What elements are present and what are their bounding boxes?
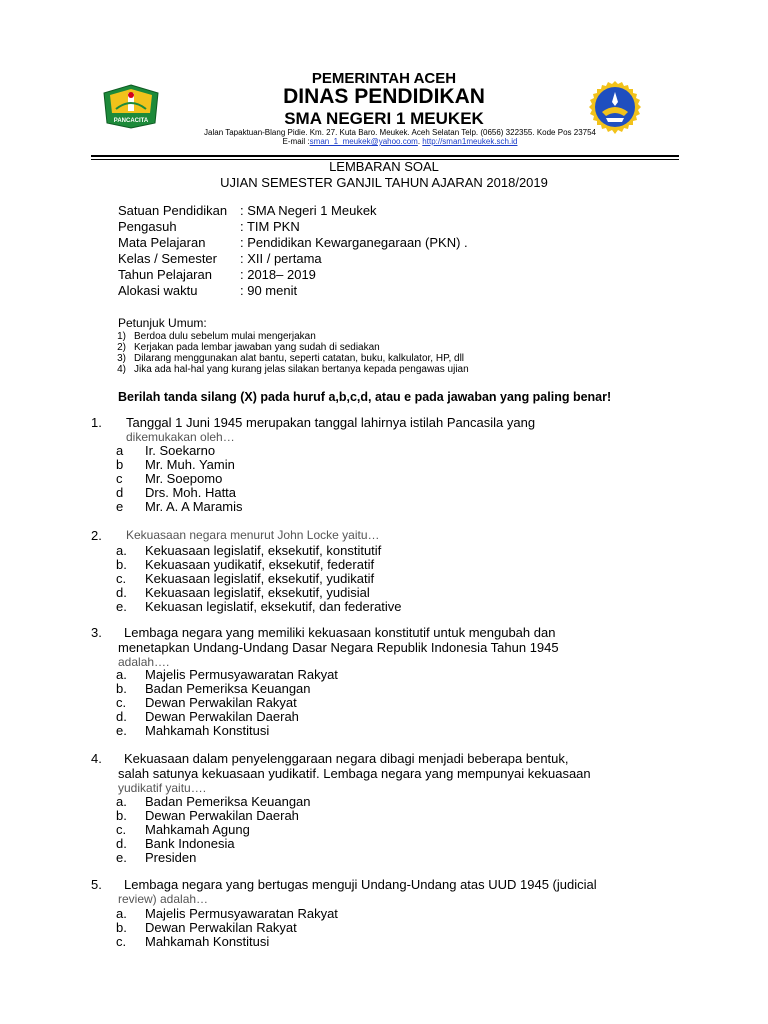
email-prefix: E-mail : [282,137,310,146]
option-letter: d. [116,585,127,600]
option-letter: c. [116,695,127,710]
answer-instruction: Berilah tanda silang (X) pada huruf a,b,c,d, atau e pada jawaban yang paling benar! [118,390,612,404]
option-text: Kekuasaan legislatif, eksekutif, yudikatif [145,571,375,586]
rule-text: Berdoa dulu sebelum mulai mengerjakan [134,331,316,342]
option-text: Badan Pemeriksa Keuangan [145,794,311,809]
option-letter: b [116,457,124,472]
option-text: Mr. Muh. Yamin [145,457,235,472]
option-text: Mahkamah Agung [145,822,250,837]
rule-number: 1) [117,331,126,342]
info-value: : SMA Negeri 1 Meukek [240,203,377,218]
option-text: Dewan Perwakilan Daerah [145,808,299,823]
info-value: : XII / pertama [240,251,322,266]
option-text: Mr. Soepomo [145,471,223,486]
option-letter: e [116,499,124,514]
question-number: 3. [91,625,102,640]
school-contact [165,137,635,146]
option-letter: c. [116,571,127,586]
header-school: SMA NEGERI 1 MEUKEK [284,109,484,128]
info-value: : 90 menit [240,283,298,298]
option-letter: b. [116,681,127,696]
option-letter: e. [116,850,127,865]
rule-number: 3) [117,353,126,364]
option-letter: a [116,443,124,458]
question-number: 2. [91,528,102,543]
rule-number: 2) [117,342,126,353]
option-letter: a. [116,794,127,809]
option-text: Majelis Permusyawaratan Rakyat [145,667,338,682]
question-number: 5. [91,877,102,892]
info-label: Alokasi waktu [118,283,198,298]
exam-title: UJIAN SEMESTER GANJIL TAHUN AJARAN 2018/2019 [220,175,548,190]
option-text: Dewan Perwakilan Rakyat [145,920,297,935]
option-text: Badan Pemeriksa Keuangan [145,681,311,696]
question-text: dikemukakan oleh… [126,430,235,444]
info-value: : TIM PKN [240,219,300,234]
option-letter: c [116,471,123,486]
option-text: Majelis Permusyawaratan Rakyat [145,906,338,921]
question-text: yudikatif yaitu…. [118,781,207,795]
question-text: Tanggal 1 Juni 1945 merupakan tanggal lahirnya istilah Pancasila yang [126,415,536,430]
option-text: Dewan Perwakilan Daerah [145,709,299,724]
email-link[interactable]: sman_1_meukek@yahoo.com [309,137,418,146]
info-label: Tahun Pelajaran [118,267,212,282]
question-number: 4. [91,751,102,766]
option-text: Dewan Perwakilan Rakyat [145,695,297,710]
option-text: Mahkamah Konstitusi [145,723,270,738]
contact-separator: . [417,137,423,146]
question-text: adalah…. [118,655,170,669]
info-label: Satuan Pendidikan [118,203,228,218]
option-text: Mahkamah Konstitusi [145,934,270,949]
question-text: Kekuasaan dalam penyelenggaraan negara dibagi menjadi beberapa bentuk, [124,751,569,766]
option-text: Kekuasan legislatif, eksekutif, dan federative [145,599,402,614]
option-text: Bank Indonesia [145,836,235,851]
option-text: Drs. Moh. Hatta [145,485,237,500]
option-letter: c. [116,934,127,949]
option-letter: d. [116,709,127,724]
option-text: Presiden [145,850,197,865]
option-text: Kekuasaan legislatif, eksekutif, yudisial [145,585,370,600]
rule-number: 4) [117,364,126,375]
option-letter: a. [116,543,127,558]
header-department: DINAS PENDIDIKAN [283,85,485,108]
option-letter: d [116,485,124,500]
question-text: Lembaga negara yang bertugas menguji Undang-Undang atas UUD 1945 (judicial [124,877,597,892]
option-letter: a. [116,906,127,921]
info-label: Mata Pelajaran [118,235,206,250]
question-text: Lembaga negara yang memiliki kekuasaan konstitutif untuk mengubah dan [124,625,556,640]
info-value: : Pendidikan Kewarganegaraan (PKN) . [240,235,468,250]
info-label: Kelas / Semester [118,251,217,266]
question-text: review) adalah… [118,892,209,906]
option-text: Kekuasaan yudikatif, eksekutif, federatif [145,557,375,572]
question-text: Kekuasaan negara menurut John Locke yaitu… [126,528,380,542]
option-letter: e. [116,723,127,738]
header-rule-thick [91,155,679,157]
logo-left-caption: PANCACITA [113,118,149,124]
question-number: 1. [91,415,102,430]
option-letter: d. [116,836,127,851]
website-link[interactable]: http://sman1meukek.sch.id [422,137,518,146]
option-text: Ir. Soekarno [145,443,216,458]
sheet-title: LEMBARAN SOAL [329,159,439,174]
info-label: Pengasuh [118,219,177,234]
rule-text: Jika ada hal-hal yang kurang jelas silakan bertanya kepada pengawas ujian [134,364,469,375]
option-text: Mr. A. A Maramis [145,499,243,514]
instructions-heading: Petunjuk Umum: [118,316,207,330]
option-letter: b. [116,808,127,823]
option-letter: b. [116,557,127,572]
school-address: Jalan Tapaktuan-Blang Pidie. Km. 27. Kuta Baro. Meukek. Aceh Selatan Telp. (0656) 322355. Kode Pos 23754 [204,128,596,137]
option-letter: a. [116,667,127,682]
option-letter: e. [116,599,127,614]
rule-text: Kerjakan pada lembar jawaban yang sudah di sediakan [134,342,380,353]
option-text: Kekuasaan legislatif, eksekutif, konstitutif [145,543,382,558]
question-text: menetapkan Undang-Undang Dasar Negara Republik Indonesia Tahun 1945 [118,640,559,655]
question-text: salah satunya kekuasaan yudikatif. Lembaga negara yang mempunyai kekuasaan [118,766,591,781]
rule-text: Dilarang menggunakan alat bantu, seperti catatan, buku, kalkulator, HP, dll [134,353,465,364]
info-value: : 2018– 2019 [240,267,316,282]
option-letter: c. [116,822,127,837]
option-letter: b. [116,920,127,935]
header-government: PEMERINTAH ACEH [311,70,457,87]
